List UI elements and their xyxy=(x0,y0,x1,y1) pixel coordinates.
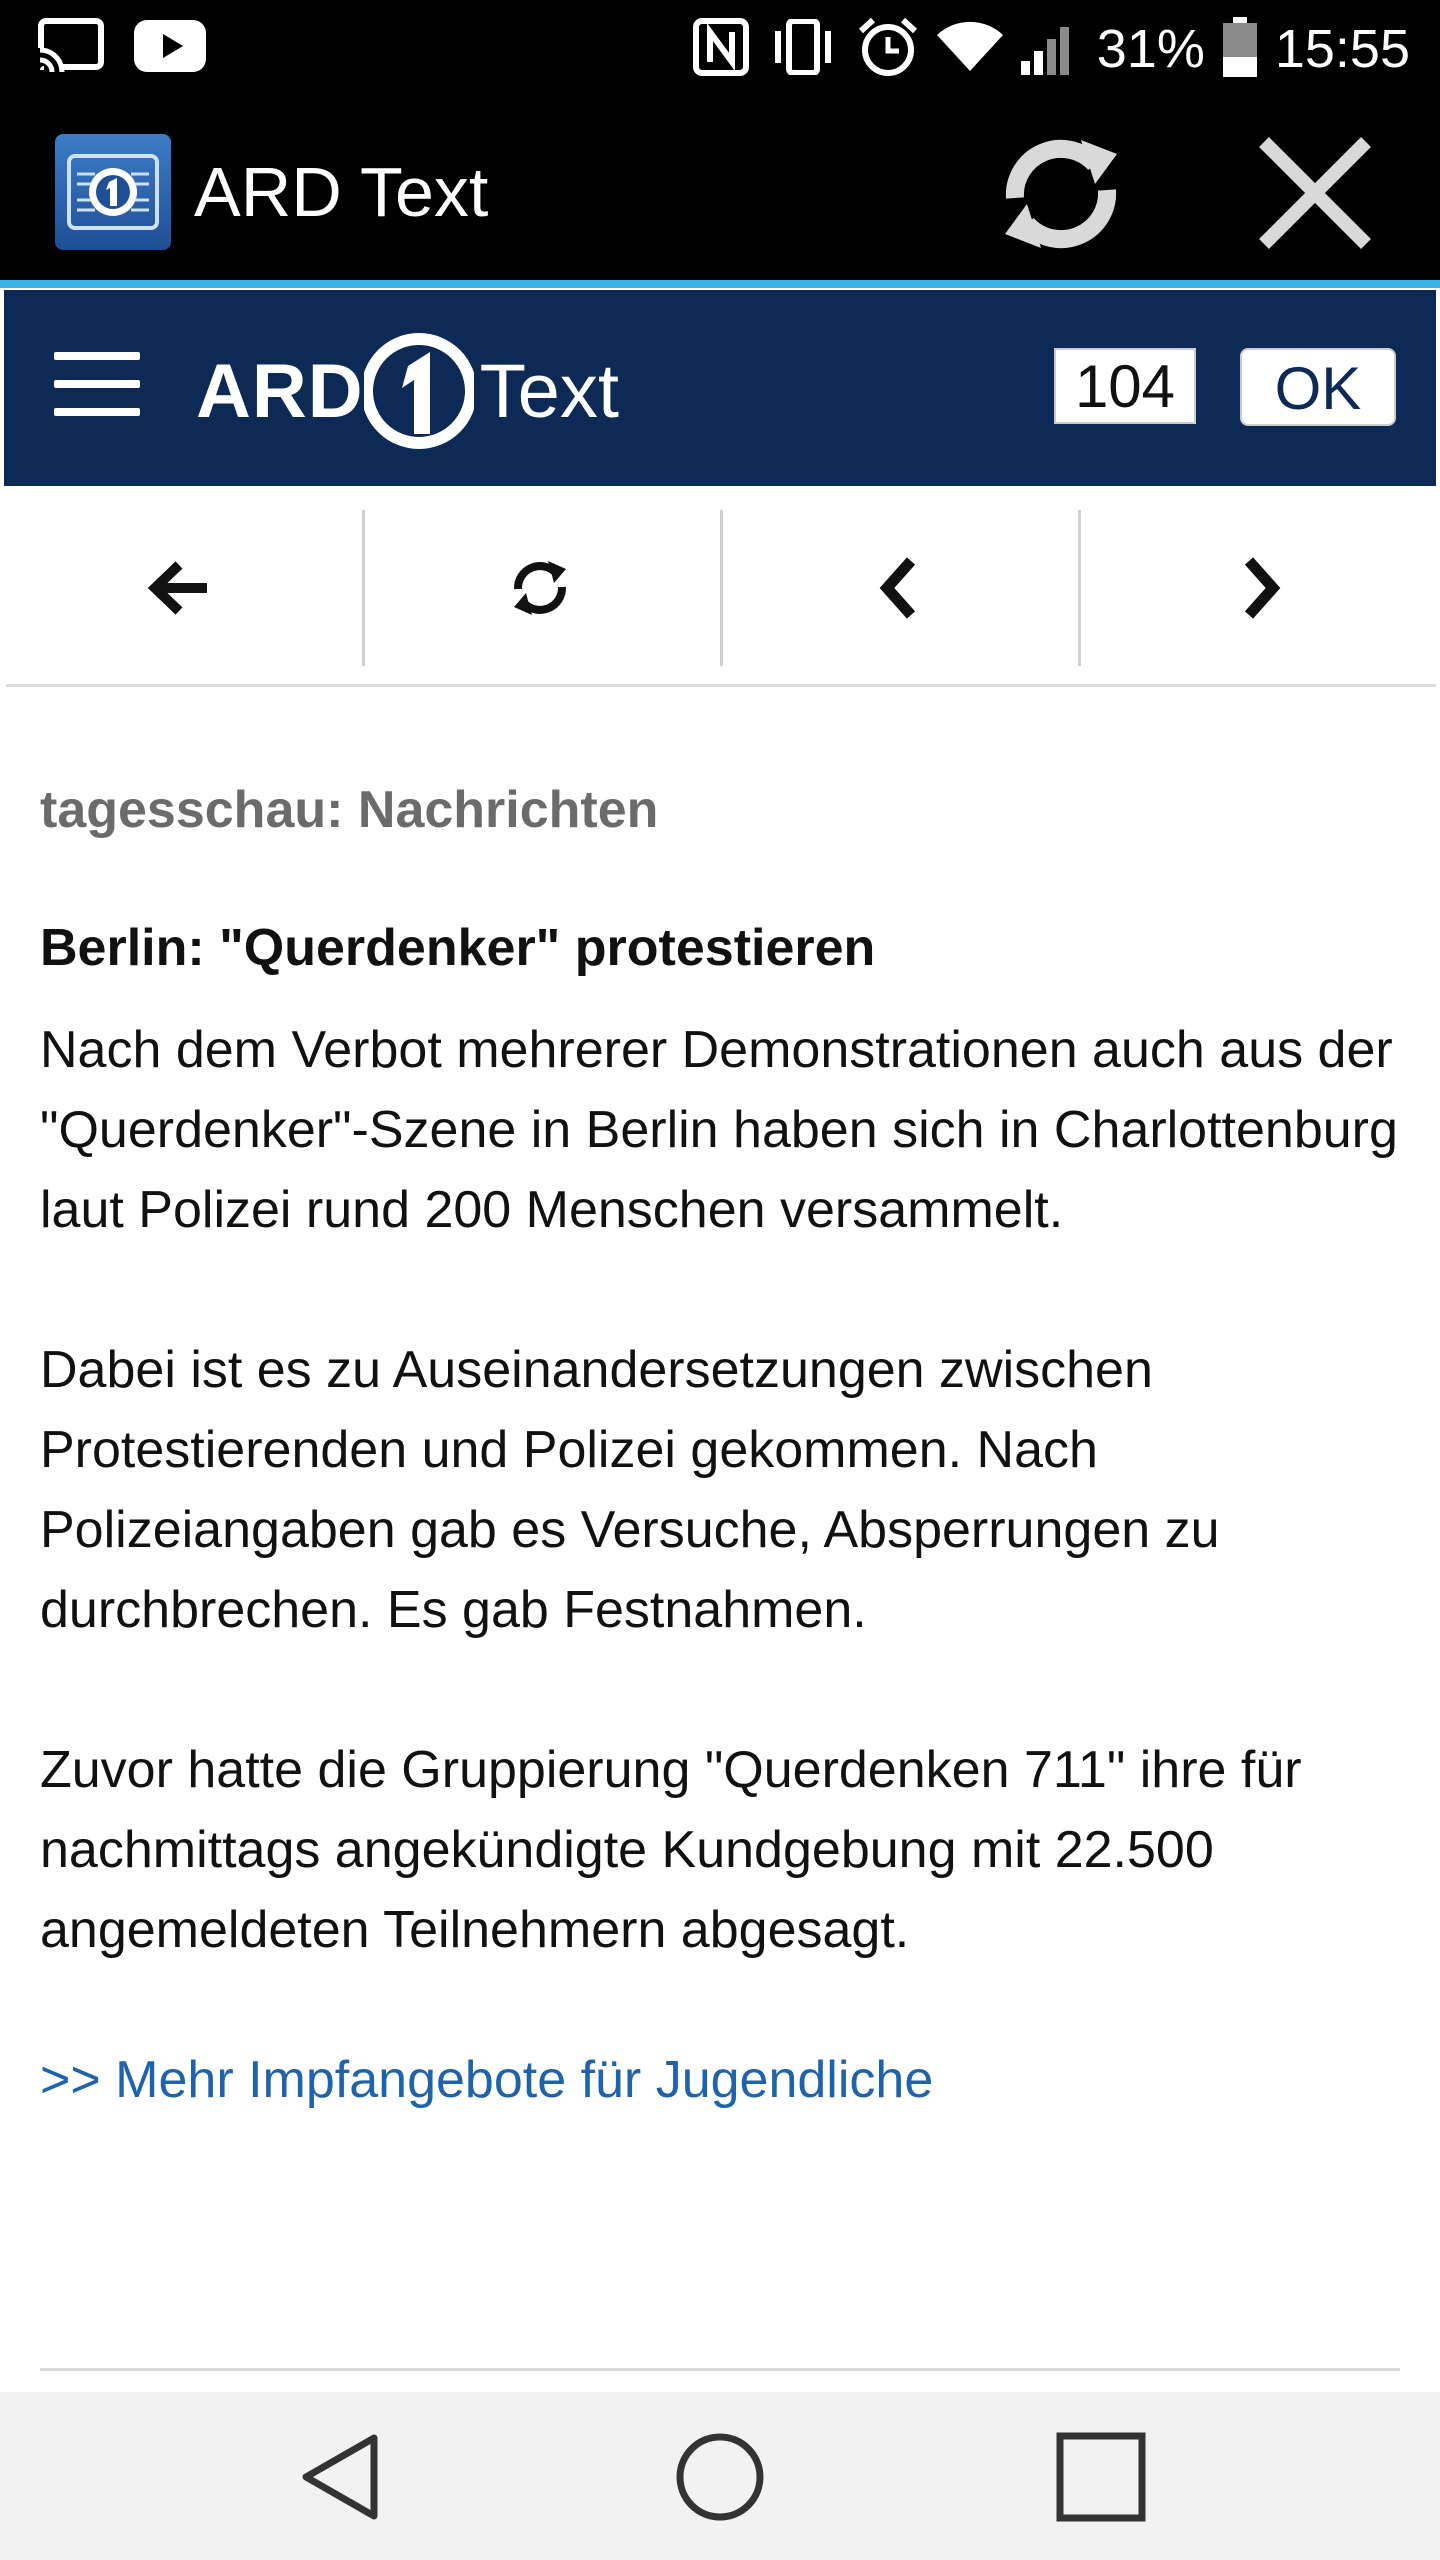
chevron-left-icon xyxy=(875,553,925,623)
ard-text-logo xyxy=(196,326,619,456)
arrow-left-icon xyxy=(145,553,215,623)
square-recents-icon xyxy=(1046,2422,1156,2532)
section-title: tagesschau: Nachrichten xyxy=(40,781,659,839)
back-button[interactable] xyxy=(0,510,360,666)
page-navigation xyxy=(0,510,1440,666)
nfc-icon xyxy=(693,18,749,81)
previous-page-button[interactable] xyxy=(720,510,1080,666)
reload-icon xyxy=(508,553,572,623)
refresh-icon xyxy=(985,118,1135,268)
close-app-button[interactable] xyxy=(1240,118,1390,268)
chevron-right-icon xyxy=(1235,553,1285,623)
signal-icon xyxy=(1021,19,1079,80)
more-link[interactable]: >> Mehr Impfangebote für Jugendliche xyxy=(40,2051,934,2109)
system-back-button[interactable] xyxy=(288,2422,398,2532)
system-home-button[interactable] xyxy=(665,2422,775,2532)
status-time: 15:55 xyxy=(1274,19,1410,79)
ard-one-icon xyxy=(364,326,474,456)
refresh-app-button[interactable] xyxy=(985,118,1135,268)
menu-button[interactable] xyxy=(54,352,140,422)
status-left-icons xyxy=(38,18,206,79)
app-bar xyxy=(0,98,1440,280)
logo-text: Text xyxy=(479,348,620,434)
content-divider xyxy=(40,2368,1400,2371)
alarm-icon xyxy=(857,17,919,82)
vibrate-icon xyxy=(767,19,839,80)
close-icon xyxy=(1240,118,1390,268)
logo-ard: ARD xyxy=(196,348,364,434)
ok-button[interactable]: OK xyxy=(1240,348,1396,426)
battery-icon xyxy=(1223,17,1257,82)
status-right-icons xyxy=(693,0,1410,98)
youtube-icon xyxy=(134,20,206,77)
menu-line xyxy=(54,380,140,388)
system-navigation-bar xyxy=(0,2392,1440,2560)
status-bar xyxy=(0,0,1440,98)
next-page-button[interactable] xyxy=(1080,510,1440,666)
article xyxy=(40,780,1410,2110)
circle-home-icon xyxy=(665,2422,775,2532)
article-paragraph: Dabei ist es zu Auseinandersetzungen zwischen Protestierenden und Polizei gekommen. Nach Polizeiangaben gab es Versuche, Absperrungen zu durchbrechen. Es gab Festnahmen. xyxy=(40,1341,1220,1639)
app-logo-icon xyxy=(55,134,171,250)
triangle-back-icon xyxy=(288,2422,398,2532)
article-paragraph: Zuvor hatte die Gruppierung "Querdenken 711" ihre für nachmittags angekündigte Kundgebung mit 22.500 angemeldeten Teilnehmern abgesagt. xyxy=(40,1741,1302,1959)
menu-line xyxy=(54,352,140,360)
article-paragraph: Nach dem Verbot mehrerer Demonstrationen auch aus der "Querdenker"-Szene in Berlin haben sich in Charlottenburg laut Polizei rund 200 Menschen versammelt. xyxy=(40,1021,1398,1239)
app-bar-accent-line xyxy=(0,280,1440,288)
reload-page-button[interactable] xyxy=(360,510,720,666)
app-title: ARD Text xyxy=(194,153,489,231)
cast-icon xyxy=(38,18,104,79)
nav-divider xyxy=(6,684,1436,687)
ard-header xyxy=(4,290,1436,486)
article-headline: Berlin: "Querdenker" protestieren xyxy=(40,919,876,977)
wifi-icon xyxy=(937,21,1003,78)
battery-percent: 31% xyxy=(1096,19,1205,79)
menu-line xyxy=(54,408,140,416)
system-recents-button[interactable] xyxy=(1046,2422,1156,2532)
page-number-input[interactable] xyxy=(1054,348,1196,424)
